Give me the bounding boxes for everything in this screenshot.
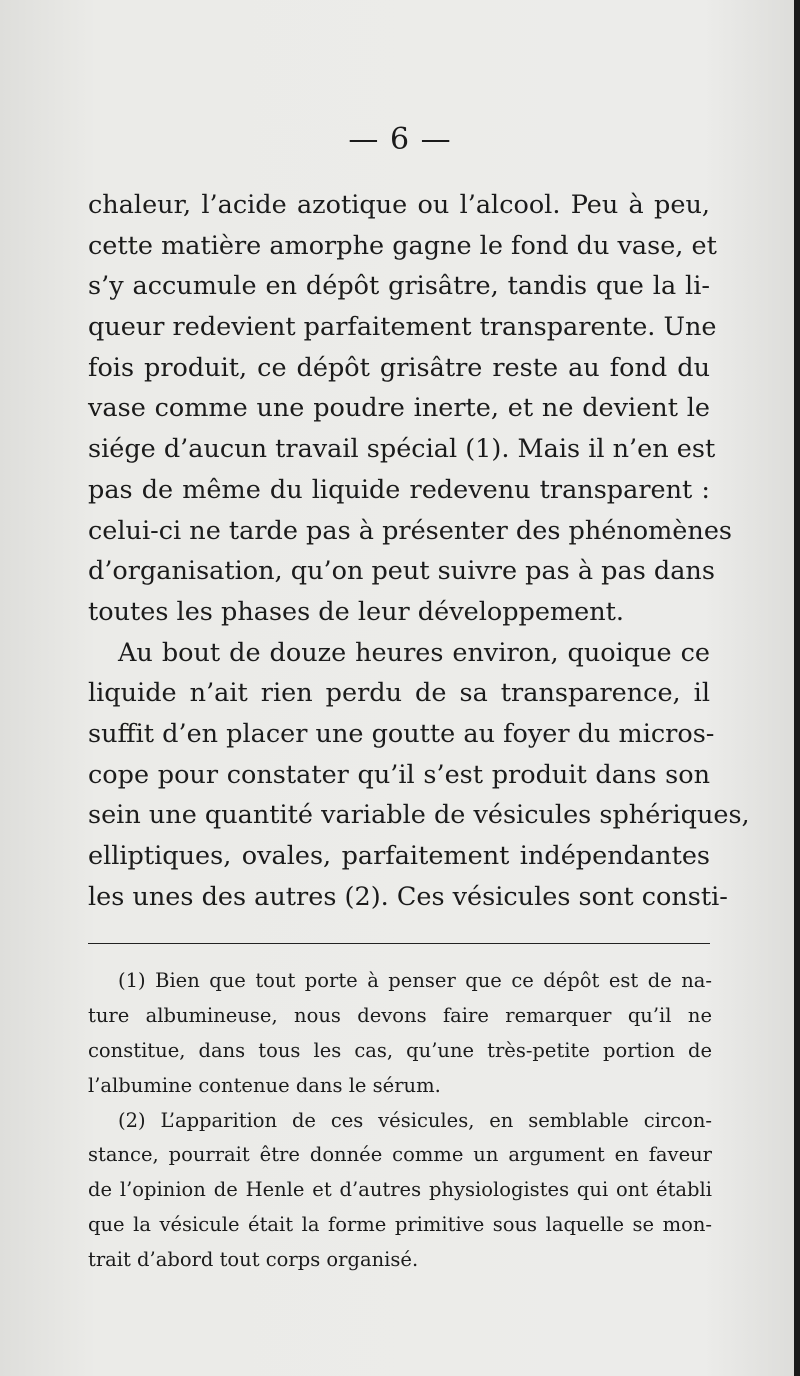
text-line: celui-ci ne tarde pas à présenter des phénomènes bbox=[88, 515, 732, 546]
text-line: queur redevient parfaitement transparente. Une bbox=[88, 312, 717, 343]
footnote-line: ture albumineuse, nous devons faire remarquer qu’il ne bbox=[88, 1003, 712, 1027]
footnote-divider bbox=[88, 943, 710, 944]
text-line: elliptiques, ovales, parfaitement indépendantes bbox=[88, 841, 710, 871]
text-line: sein une quantité variable de vésicules sphériques, bbox=[88, 800, 750, 831]
text-line: pas de même du liquide redevenu transparent : bbox=[88, 474, 710, 505]
page-number: — 6 — bbox=[348, 122, 452, 157]
footnote-line: (1) Bien que tout porte à penser que ce dépôt est de na- bbox=[118, 969, 712, 992]
text-line: s’y accumule en dépôt grisâtre, tandis que la li- bbox=[88, 271, 710, 302]
text-line: fois produit, ce dépôt grisâtre reste au fond du bbox=[88, 352, 710, 383]
text-line: les unes des autres (2). Ces vésicules sont consti- bbox=[88, 881, 728, 912]
footnote-line: l’albumine contenue dans le sérum. bbox=[88, 1073, 441, 1097]
footnote-line: (2) L’apparition de ces vésicules, en semblable circon- bbox=[118, 1108, 712, 1132]
text-line: vase comme une poudre inerte, et ne devient le bbox=[88, 393, 710, 424]
body-text bbox=[88, 185, 750, 917]
text-line: toutes les phases de leur développement. bbox=[88, 596, 624, 627]
text-line: chaleur, l’acide azotique ou l’alcool. Peu à peu, bbox=[88, 190, 710, 220]
footnote-line: que la vésicule était la forme primitive sous laquelle se mon- bbox=[88, 1213, 712, 1237]
text-line: cette matière amorphe gagne le fond du vase, et bbox=[88, 230, 717, 261]
footnote-line: stance, pourrait être donnée comme un argument en faveur bbox=[88, 1143, 712, 1167]
footnotes bbox=[88, 964, 712, 1278]
text-line: d’organisation, qu’on peut suivre pas à pas dans bbox=[88, 556, 715, 587]
footnote-line: trait d’abord tout corps organisé. bbox=[88, 1248, 419, 1272]
text-line: liquide n’ait rien perdu de sa transparence, il bbox=[88, 678, 710, 709]
text-line: suffit d’en placer une goutte au foyer du micros- bbox=[88, 718, 715, 749]
text-line: Au bout de douze heures environ, quoique ce bbox=[118, 637, 710, 668]
footnote-line: constitue, dans tous les cas, qu’une très-petite portion de bbox=[88, 1038, 712, 1062]
text-line: cope pour constater qu’il s’est produit dans son bbox=[88, 759, 710, 790]
footnote-line: de l’opinion de Henle et d’autres physiologistes qui ont établi bbox=[88, 1178, 712, 1202]
text-line: siége d’aucun travail spécial (1). Mais il n’en est bbox=[88, 434, 716, 465]
